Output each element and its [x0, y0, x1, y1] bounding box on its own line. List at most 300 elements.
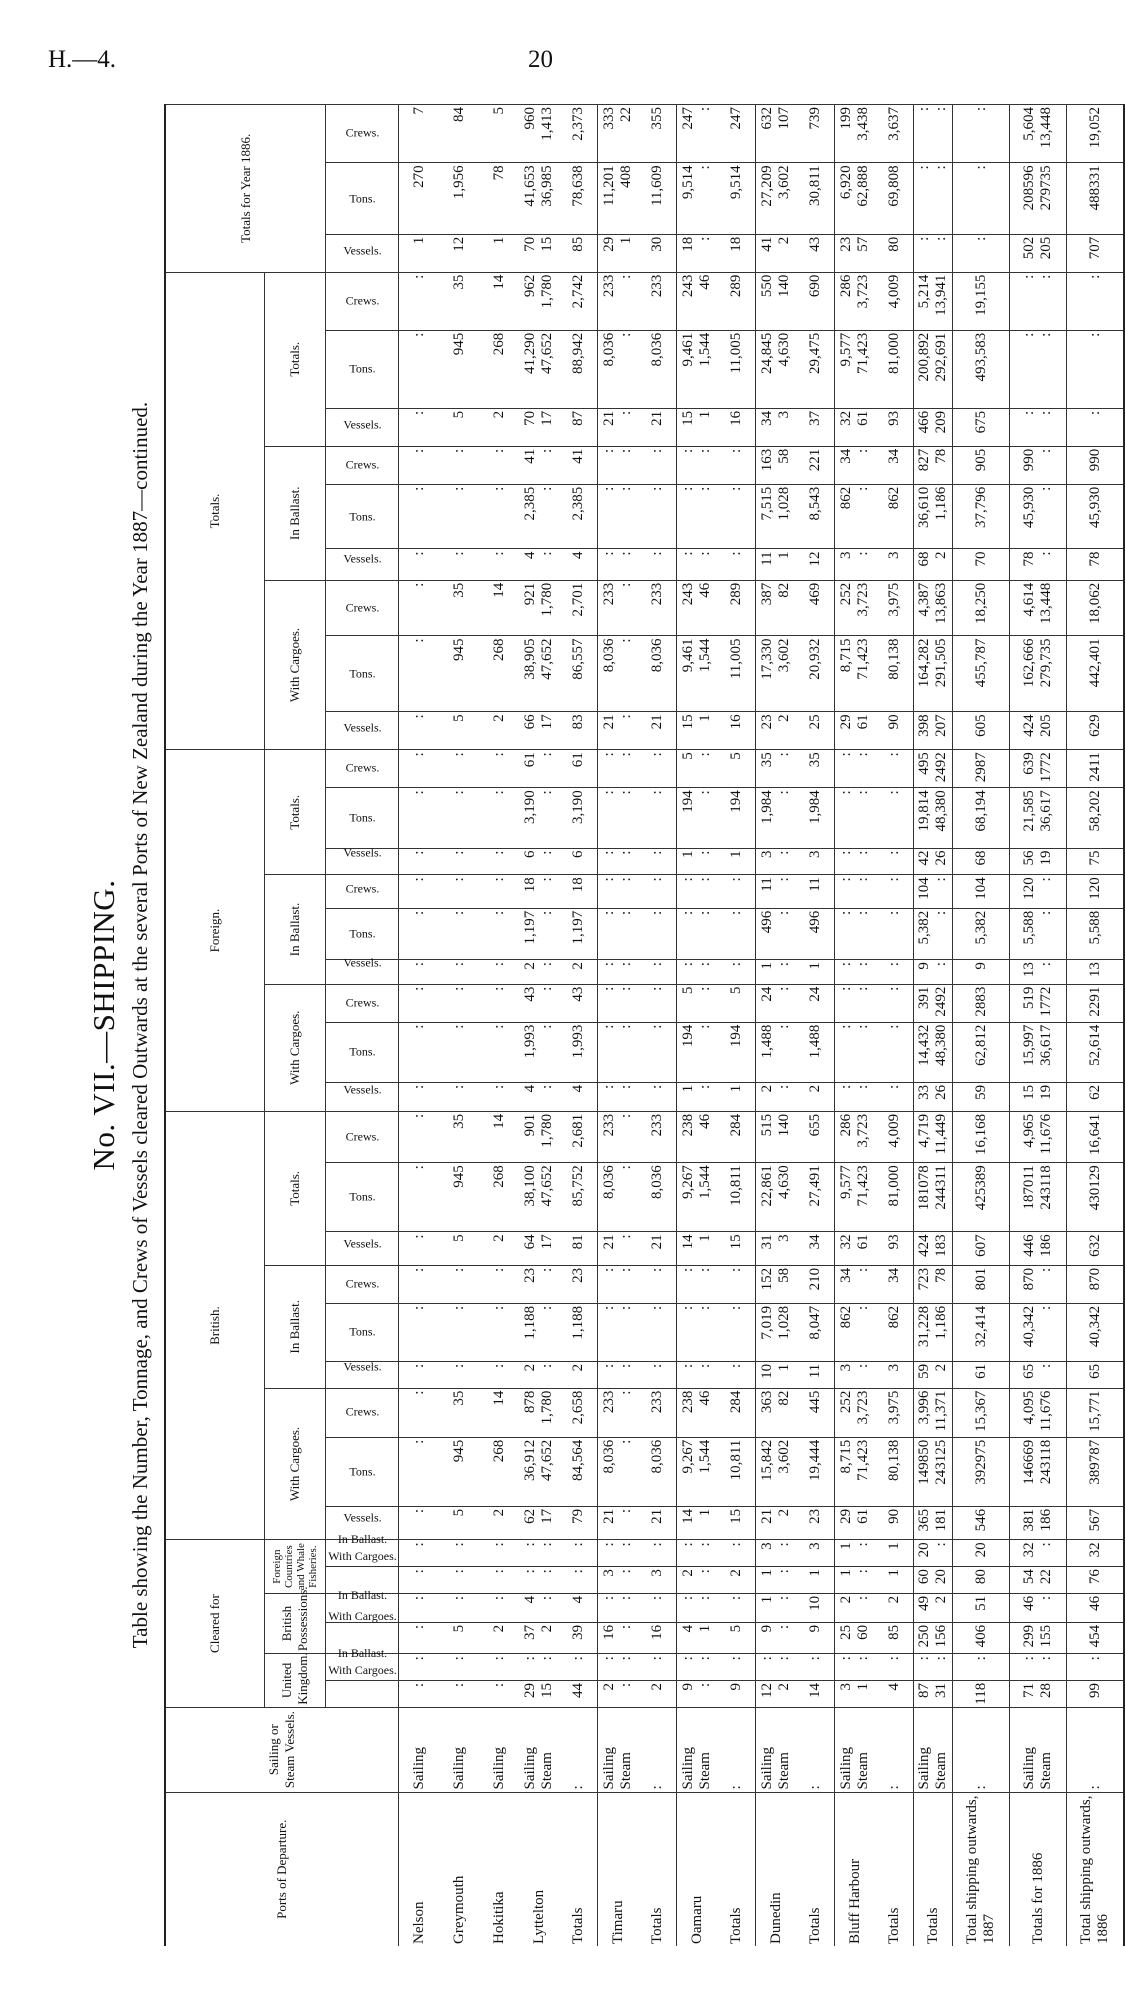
uk-cell-value: 15 — [539, 1682, 555, 1698]
tb-cell-value: 4 — [522, 551, 538, 559]
fb-cell-value: : — [1038, 877, 1054, 882]
bt-cell — [914, 1111, 953, 1162]
y86-cell — [756, 163, 797, 234]
bc-cell-value: 392975 — [972, 1439, 989, 1485]
ft-cell-value: 5 — [727, 752, 744, 760]
tc-cell — [796, 636, 835, 712]
bb-cell — [439, 1361, 479, 1388]
fc-cell-value: : — [410, 1084, 427, 1089]
bb-cell — [756, 1265, 797, 1303]
col-crews — [326, 750, 399, 788]
tc-cell — [914, 636, 953, 712]
fc-cell — [559, 1022, 598, 1082]
tb-cell-value: 34 — [885, 448, 902, 464]
table-title: No. VII.—SHIPPING. — [86, 879, 121, 1171]
tb-cell-value: : — [490, 448, 507, 453]
bp-cell-value: 299 — [1021, 1624, 1037, 1648]
tb-cell-value: : — [539, 551, 555, 556]
tb-cell — [479, 549, 519, 580]
bt-cell-value: 607 — [972, 1234, 989, 1257]
bp-cell-value: 250 — [916, 1624, 932, 1648]
vessel-kind-value: : — [1086, 1785, 1103, 1790]
fc-cell — [598, 984, 639, 1022]
ft-cell-value: : — [618, 790, 634, 795]
port-name: Nelson — [399, 1792, 440, 1946]
ff-cell-value: : — [522, 1542, 538, 1547]
tc-cell — [559, 712, 598, 750]
col-vessels-label: Vessels. — [343, 417, 382, 432]
tb-cell-value: 11 — [759, 551, 775, 566]
ft-cell — [479, 788, 519, 848]
fb-cell — [796, 960, 835, 985]
fb-cell — [598, 875, 639, 908]
fc-cell — [1067, 984, 1125, 1022]
bt-cell-value: 425389 — [972, 1165, 989, 1211]
ff-cell — [638, 1567, 677, 1594]
y86-cell-value: : — [972, 236, 989, 241]
fb-cell — [717, 908, 756, 959]
tc-cell-value: 252 — [838, 582, 854, 606]
bb-cell-value: 1,186 — [933, 1305, 949, 1340]
tt-cell-value: 289 — [727, 274, 744, 298]
ft-cell — [796, 750, 835, 788]
tt-cell-value: 71,423 — [855, 332, 871, 374]
tc-cell-value: : — [410, 582, 427, 587]
bb-cell-value: 23 — [522, 1267, 538, 1283]
bb-cell — [1067, 1361, 1125, 1388]
ft-cell-value: 48,380 — [933, 790, 949, 832]
bb-cell — [796, 1265, 835, 1303]
bt-cell — [756, 1232, 797, 1265]
tc-cell — [835, 636, 876, 712]
tt-cell-value: 93 — [885, 410, 902, 426]
tb-cell — [756, 484, 797, 549]
tc-cell-value: 23 — [759, 714, 775, 730]
y86-cell-value: : — [972, 107, 989, 112]
fb-cell-value: : — [727, 962, 744, 967]
col-totals: Totals. — [165, 272, 265, 750]
tb-cell — [559, 484, 598, 549]
tb-cell-value: 78 — [1021, 551, 1037, 567]
col-tons — [326, 636, 399, 712]
tc-cell-value: 289 — [727, 582, 744, 606]
vessel-kind — [479, 1707, 519, 1792]
fb-cell-value: : — [539, 877, 555, 882]
tt-cell — [677, 330, 718, 408]
y86-cell — [519, 105, 559, 163]
bc-cell — [796, 1388, 835, 1437]
y86-cell — [835, 105, 876, 163]
ft-cell — [677, 750, 718, 788]
fc-cell-value: : — [410, 1024, 427, 1029]
y86-cell-value: : — [933, 236, 949, 241]
tb-cell — [953, 549, 1010, 580]
ff-cell-value: : — [539, 1569, 555, 1574]
bp-cell — [559, 1593, 598, 1622]
bc-cell-value: 11,676 — [1038, 1390, 1054, 1432]
fc-cell-value: : — [618, 986, 634, 991]
tt-cell — [875, 272, 914, 330]
bp-cell — [796, 1622, 835, 1653]
ff-cell-value: 32 — [1086, 1542, 1103, 1558]
tb-cell-value: 70 — [972, 551, 989, 567]
ff-cell-value: 3 — [648, 1569, 665, 1577]
bb-cell — [399, 1303, 440, 1361]
fb-cell — [598, 960, 639, 985]
tc-cell — [875, 580, 914, 636]
tc-cell-value: 35 — [450, 582, 467, 598]
tc-cell-value: 13,448 — [1038, 582, 1054, 624]
tb-cell-value: 4 — [569, 551, 586, 559]
fb-cell — [519, 875, 559, 908]
fb-cell — [638, 908, 677, 959]
bc-cell-value: 11,371 — [933, 1390, 949, 1432]
fc-cell-value: 4 — [569, 1084, 586, 1093]
tb-cell-value: : — [697, 486, 713, 491]
vessel-kind — [1010, 1707, 1067, 1792]
bb-cell-value: : — [1038, 1363, 1054, 1368]
tc-cell-value: 1,780 — [539, 582, 555, 617]
tt-cell-value: 15 — [680, 410, 696, 426]
bt-cell — [439, 1232, 479, 1265]
tt-cell-value: 690 — [806, 274, 823, 298]
bc-cell-value: 878 — [522, 1390, 538, 1414]
ff-cell-value: : — [410, 1569, 427, 1574]
vessel-kind — [1067, 1707, 1125, 1792]
fc-cell-value: 62 — [1086, 1084, 1103, 1100]
tt-cell — [835, 408, 876, 446]
ft-cell-value: : — [410, 752, 427, 757]
uk-cell-value: 2 — [601, 1682, 617, 1691]
ff-cell-value: : — [855, 1569, 871, 1574]
y86-cell-value: 84 — [450, 107, 467, 122]
fb-cell-value: : — [838, 962, 854, 967]
tt-cell-value: 19,155 — [972, 274, 989, 316]
col-british-with-cargoes: With Cargoes. — [265, 1388, 326, 1540]
fc-cell — [598, 1082, 639, 1111]
bt-cell-value: 61 — [855, 1234, 871, 1250]
tt-cell-value: : — [618, 410, 634, 416]
bc-cell — [1067, 1437, 1125, 1506]
y86-cell — [756, 105, 797, 163]
ft-cell-value: 36,617 — [1038, 790, 1054, 832]
fb-cell — [1067, 908, 1125, 959]
tt-cell — [479, 330, 519, 408]
y86-cell-value: 2 — [776, 236, 792, 245]
fb-cell-value: 104 — [972, 877, 989, 900]
bt-cell — [519, 1232, 559, 1265]
bp-cell — [1067, 1622, 1125, 1653]
bc-cell-value: : — [618, 1390, 634, 1395]
tb-cell — [1067, 446, 1125, 484]
ft-cell-value: 3,190 — [569, 790, 586, 825]
fc-cell — [835, 984, 876, 1022]
tb-cell-value: 36,610 — [916, 486, 932, 528]
ff-cell-value: 3 — [806, 1542, 823, 1550]
ft-cell — [1010, 788, 1067, 848]
bb-cell-value: 862 — [885, 1305, 902, 1329]
vessel-kind-value: : — [648, 1785, 665, 1790]
bb-cell-value: 34 — [838, 1267, 854, 1283]
fc-cell — [914, 1082, 953, 1111]
ff-cell — [519, 1540, 559, 1567]
y86-cell — [756, 234, 797, 272]
tb-cell-value: 990 — [1021, 448, 1037, 472]
tc-cell-value: 4,614 — [1021, 582, 1037, 617]
bc-cell-value: 47,652 — [539, 1439, 555, 1481]
tc-cell — [1067, 712, 1125, 750]
ft-cell — [559, 788, 598, 848]
uk-cell — [399, 1654, 440, 1681]
col-vessels — [326, 954, 399, 985]
bb-cell-value: : — [855, 1267, 871, 1273]
ft-cell-value: : — [885, 850, 902, 855]
y86-cell — [638, 163, 677, 234]
col-crews — [326, 446, 399, 484]
tc-cell — [479, 580, 519, 636]
bb-cell — [519, 1303, 559, 1361]
bb-cell — [479, 1265, 519, 1303]
fc-cell — [875, 1082, 914, 1111]
fb-cell-value: : — [697, 877, 713, 882]
bb-cell-value: : — [601, 1363, 617, 1368]
bc-cell-value: 21 — [759, 1508, 775, 1524]
y86-cell-value: 78,638 — [569, 165, 586, 207]
fb-cell-value: : — [410, 962, 427, 967]
tb-cell-value: : — [727, 551, 744, 556]
tt-cell-value: 233 — [648, 274, 665, 298]
fc-cell — [399, 1082, 440, 1111]
ft-cell-value: 6 — [569, 850, 586, 859]
ft-cell — [717, 750, 756, 788]
bt-cell — [677, 1111, 718, 1162]
tb-cell-value: 3 — [885, 551, 902, 559]
bc-cell-value: : — [410, 1439, 427, 1444]
bb-cell — [717, 1265, 756, 1303]
tt-cell-value: 5,214 — [916, 274, 932, 309]
bb-cell-value: : — [680, 1363, 696, 1368]
col-crews-label: Crews. — [345, 457, 380, 472]
ft-cell-value: : — [855, 850, 871, 855]
tt-cell — [559, 272, 598, 330]
fb-cell-value: : — [618, 877, 634, 882]
ff-cell — [677, 1567, 718, 1594]
bt-cell-value: 181078 — [916, 1165, 932, 1211]
y86-cell-value: 739 — [806, 107, 823, 130]
fc-cell-value: 1 — [680, 1084, 696, 1093]
bb-cell-value: 78 — [933, 1267, 949, 1283]
tt-cell-value: 286 — [838, 274, 854, 298]
tb-cell-value: : — [697, 551, 713, 556]
fc-cell — [399, 1022, 440, 1082]
tc-cell — [519, 580, 559, 636]
fb-cell-value: : — [539, 962, 555, 967]
fc-cell-value: 519 — [1021, 986, 1037, 1010]
tc-cell-value: 71,423 — [855, 638, 871, 680]
tt-cell-value: : — [618, 274, 634, 279]
fc-cell-value: : — [450, 986, 467, 991]
ft-cell — [835, 848, 876, 875]
tb-cell-value: : — [648, 448, 665, 453]
fc-cell-value: 59 — [972, 1084, 989, 1100]
ff-cell — [875, 1540, 914, 1567]
bc-cell — [914, 1506, 953, 1539]
tt-cell-value: 209 — [933, 410, 949, 434]
fc-cell-value: 5 — [727, 986, 744, 995]
bt-cell — [835, 1163, 876, 1232]
fb-cell — [439, 960, 479, 985]
fc-cell — [914, 1022, 953, 1082]
rotated-table-block — [82, 104, 1111, 1946]
bt-cell-value: 1,544 — [697, 1165, 713, 1199]
bb-cell-value: : — [855, 1363, 871, 1368]
bp-cell-value: 85 — [885, 1624, 902, 1640]
tc-cell — [1010, 580, 1067, 636]
tt-cell — [598, 408, 639, 446]
table-row — [439, 105, 479, 1947]
y86-cell — [519, 234, 559, 272]
fc-cell-value: 1772 — [1038, 986, 1054, 1017]
ff-cell-value: 1 — [885, 1542, 902, 1550]
bp-cell-value: 60 — [855, 1624, 871, 1640]
y86-cell-value: 355 — [648, 107, 665, 130]
tb-cell — [953, 446, 1010, 484]
fc-cell — [717, 1022, 756, 1082]
fc-cell-value: 1,488 — [759, 1024, 775, 1059]
fc-cell-value: : — [490, 1024, 507, 1029]
bt-cell-value: 71,423 — [855, 1165, 871, 1207]
ft-cell-value: 1,984 — [806, 790, 823, 825]
bc-cell — [559, 1388, 598, 1437]
bc-cell — [875, 1437, 914, 1506]
uk-cell-value: 118 — [972, 1682, 989, 1705]
ft-cell — [875, 788, 914, 848]
fb-cell — [875, 960, 914, 985]
vessel-kind-value: : — [885, 1785, 902, 1790]
fb-cell-value: : — [648, 877, 665, 882]
bt-cell — [1010, 1111, 1067, 1162]
fb-cell — [1010, 875, 1067, 908]
fb-cell-value: 2 — [522, 962, 538, 970]
tc-cell — [717, 712, 756, 750]
table-row — [796, 105, 835, 1947]
bc-cell-value: 3,975 — [885, 1390, 902, 1425]
bb-cell — [1010, 1361, 1067, 1388]
tc-cell — [677, 580, 718, 636]
bp-cell-value: : — [776, 1595, 792, 1601]
bp-cell-value: 16 — [648, 1624, 665, 1640]
tt-cell-value: : — [618, 332, 634, 337]
bc-cell-value: 252 — [838, 1390, 854, 1414]
bb-cell-value: 870 — [1086, 1267, 1103, 1291]
tt-cell-value: 29,475 — [806, 332, 823, 374]
y86-cell — [677, 163, 718, 234]
uk-cell-value: : — [601, 1656, 617, 1661]
col-crews-label: Crews. — [345, 881, 380, 896]
bc-cell — [756, 1506, 797, 1539]
col-vessels — [326, 408, 399, 446]
y86-cell — [914, 163, 953, 234]
y86-cell — [717, 105, 756, 163]
ff-cell — [439, 1540, 479, 1567]
fb-cell — [756, 960, 797, 985]
col-crews — [326, 105, 399, 163]
ft-cell-value: : — [648, 850, 665, 855]
tb-cell-value: : — [727, 448, 744, 453]
fc-cell-value: : — [776, 1024, 792, 1029]
tt-cell-value: 34 — [759, 410, 775, 426]
y86-cell — [953, 234, 1010, 272]
tt-cell-value: 243 — [680, 274, 696, 298]
y86-cell — [479, 163, 519, 234]
fb-cell — [717, 875, 756, 908]
bb-cell — [1067, 1265, 1125, 1303]
uk-cell — [439, 1654, 479, 1681]
ff-cell-value: : — [680, 1542, 696, 1547]
tb-cell-value: 2,385 — [569, 486, 586, 521]
fb-cell — [835, 875, 876, 908]
table-row — [559, 105, 598, 1947]
tc-cell — [677, 636, 718, 712]
uk-cell — [519, 1680, 559, 1707]
y86-cell-value: 57 — [855, 236, 871, 252]
y86-cell-value: 205 — [1038, 236, 1054, 260]
tt-cell-value: 140 — [776, 274, 792, 298]
tb-cell — [479, 446, 519, 484]
bc-cell-value: 23 — [806, 1508, 823, 1524]
tc-cell-value: 2 — [776, 714, 792, 722]
y86-cell-value: : — [933, 107, 949, 112]
bt-cell-value: 244311 — [933, 1165, 949, 1210]
tt-cell — [796, 272, 835, 330]
tt-cell — [519, 272, 559, 330]
tt-cell-value: : — [1086, 274, 1103, 279]
tb-cell-value: 827 — [916, 448, 932, 472]
tb-cell — [439, 549, 479, 580]
bp-cell-value: 39 — [569, 1624, 586, 1640]
fb-cell-value: : — [410, 910, 427, 915]
ft-cell — [1067, 848, 1125, 875]
bc-cell — [1010, 1506, 1067, 1539]
uk-cell-value: 4 — [885, 1682, 902, 1691]
tt-cell — [953, 272, 1010, 330]
fc-cell-value: 1,488 — [806, 1024, 823, 1059]
tb-cell-value: : — [450, 448, 467, 453]
fc-cell — [1010, 984, 1067, 1022]
fb-cell-value: : — [450, 910, 467, 915]
ft-cell-value: 68 — [972, 850, 989, 866]
shipping-table — [164, 104, 1125, 1946]
fc-cell — [479, 1022, 519, 1082]
tb-cell — [638, 446, 677, 484]
bp-cell — [638, 1593, 677, 1622]
y86-cell-value: 208596 — [1021, 165, 1037, 211]
fc-cell-value: 2 — [806, 1084, 823, 1093]
fb-cell-value: 9 — [916, 962, 932, 970]
vessel-kind-value: Steam — [539, 1752, 555, 1790]
tb-cell-value: : — [680, 448, 696, 453]
bc-cell-value: 389787 — [1086, 1439, 1103, 1485]
fc-cell — [835, 1082, 876, 1111]
uk-cell-value: : — [618, 1682, 634, 1688]
col-tons — [326, 788, 399, 848]
table-subtitle: Table showing the Number, Tonnage, and Crews of Vessels cleared Outwards at the several Ports of New Zealand during the Year 1887—continued. — [128, 401, 152, 1649]
y86-cell-value: 3,602 — [776, 165, 792, 200]
bc-cell — [1067, 1506, 1125, 1539]
bc-cell-value: 35 — [450, 1390, 467, 1406]
tt-cell-value: 945 — [450, 332, 467, 356]
uk-cell — [439, 1680, 479, 1707]
